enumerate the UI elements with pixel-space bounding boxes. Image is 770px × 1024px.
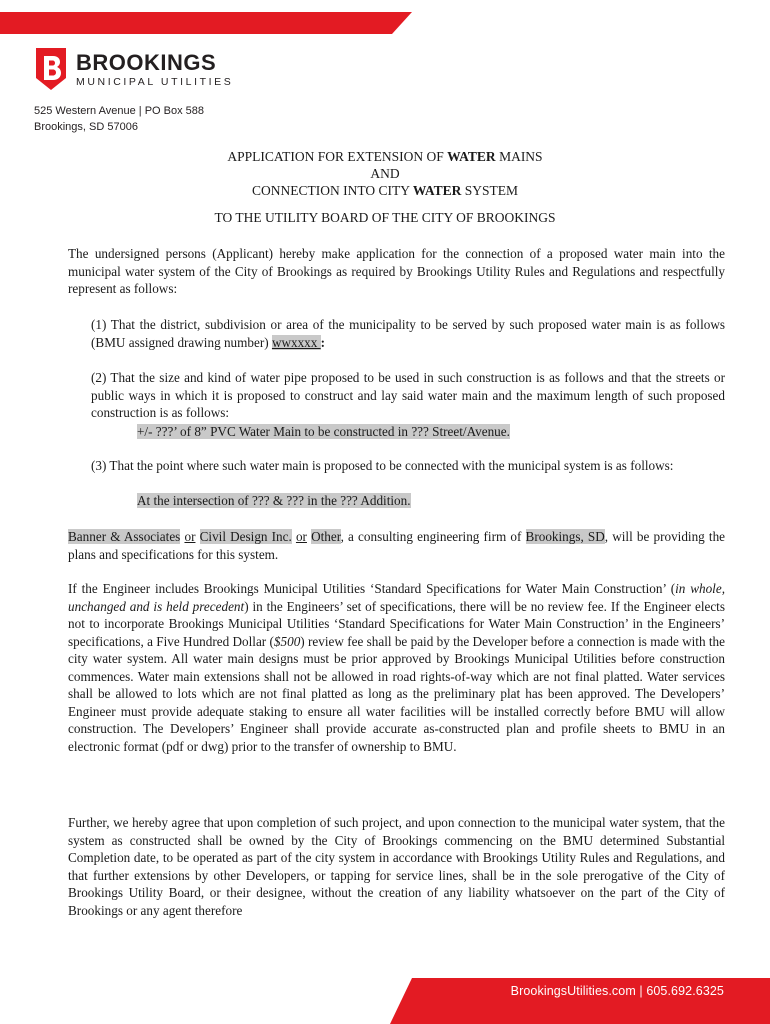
- item-2-paragraph: (2) That the size and kind of water pipe proposed to be used in such construction is as follows and that the streets or public ways in which it is proposed to construct and lay said water main and the maximum length of such proposed construction is as follows:: [91, 370, 725, 420]
- title-line-2: AND: [370, 166, 400, 181]
- firm-option-1[interactable]: Banner & Associates: [68, 529, 181, 544]
- firm-option-3[interactable]: Other: [311, 529, 341, 544]
- address-block: [34, 103, 204, 135]
- pipe-detail-field[interactable]: +/- ???’ of 8” PVC Water Main to be constructed in ??? Street/Avenue.: [137, 424, 510, 439]
- item-3-paragraph: (3) That the point where such water main is proposed to be connected with the municipal system is as follows:: [91, 458, 674, 473]
- brookings-logo-icon: [34, 48, 68, 95]
- fee-paragraph: If the Engineer includes Brookings Municipal Utilities ‘Standard Specifications for Water Main Construction’ (in whole, unchanged and is held precedent) in the Engineers’ set of specifications, there will be no review fee. If the Engineer elects not to incorporate Brookings Municipal Utilities ‘Standard Specifications for Water Main Construction’ in the Engineers’ specifications, a Five Hundred Dollar ($500) review fee shall be paid by the Developer before a connection is made with the city water system. All water main designs must be prior approved by Brookings Municipal Utilities before construction commences. Water main extensions shall not be allowed in road rights-of-way which are not final platted. Water services shall be allowed to lots which are not final platted as long as the preliminary plat has been approved. The Developers’ Engineer must provide adequate staking to ensure all water facilities will be installed correctly before BMU will allow construction. The Developers’ Engineer shall provide accurate as-constructed plan and profile sheets to BMU in an electronic format (pdf or dwg) prior to the transfer of ownership to BMU.: [68, 581, 725, 754]
- drawing-number-field[interactable]: wwxxxx: [271, 334, 321, 350]
- item-3-detail: [137, 492, 411, 510]
- item-1-paragraph: (1) That the district, subdivision or area of the municipality to be served by such proposed water main is as follows (BMU assigned drawing number) wwxxxx :: [91, 317, 725, 350]
- address-line-2: Brookings, SD 57006: [34, 121, 138, 133]
- firm-city-field[interactable]: Brookings, SD: [525, 529, 605, 544]
- title-line-4: TO THE UTILITY BOARD OF THE CITY OF BROOKINGS: [214, 210, 556, 225]
- brand-block: [76, 52, 233, 88]
- address-line-1: 525 Western Avenue | PO Box 588: [34, 105, 205, 117]
- brand-name: BROOKINGS: [76, 50, 217, 75]
- footer-contact: BrookingsUtilities.com | 605.692.6325: [510, 984, 724, 998]
- brand-subtitle: MUNICIPAL UTILITIES: [76, 76, 234, 88]
- item-2-detail: [137, 423, 510, 441]
- firm-option-2[interactable]: Civil Design Inc.: [199, 529, 292, 544]
- title-line-1: APPLICATION FOR EXTENSION OF WATER MAINS: [227, 149, 543, 164]
- intro-paragraph: The undersigned persons (Applicant) hereby make application for the connection of a proposed water main into the municipal water system of the City of Brookings as required by Brookings Utility Rules and Regulations and respectfully represent as follows:: [68, 246, 725, 296]
- title-line-3: CONNECTION INTO CITY WATER SYSTEM: [251, 183, 519, 198]
- connection-point-field[interactable]: At the intersection of ??? & ??? in the ??? Addition.: [137, 493, 411, 508]
- further-paragraph: Further, we hereby agree that upon completion of such project, and upon connection to the municipal water system, that the system as constructed shall be owned by the City of Brookings commencing on the BMU determined Substantial Completion date, to be operated as part of the city system in accordance with Brookings Utility Rules and Regulations, and that further extensions by other Developers, or tapping for service lines, shall be in the sole prerogative of the City of Brookings Utility Board, or their designee, without the creation of any liability whatsoever on the part of the City of Brookings or any agent therefore: [68, 815, 725, 918]
- engineer-paragraph: Banner & Associates or Civil Design Inc. or Other, a consulting engineering firm of Brookings, SD, will be providing the plans and specifications for this system.: [68, 529, 726, 562]
